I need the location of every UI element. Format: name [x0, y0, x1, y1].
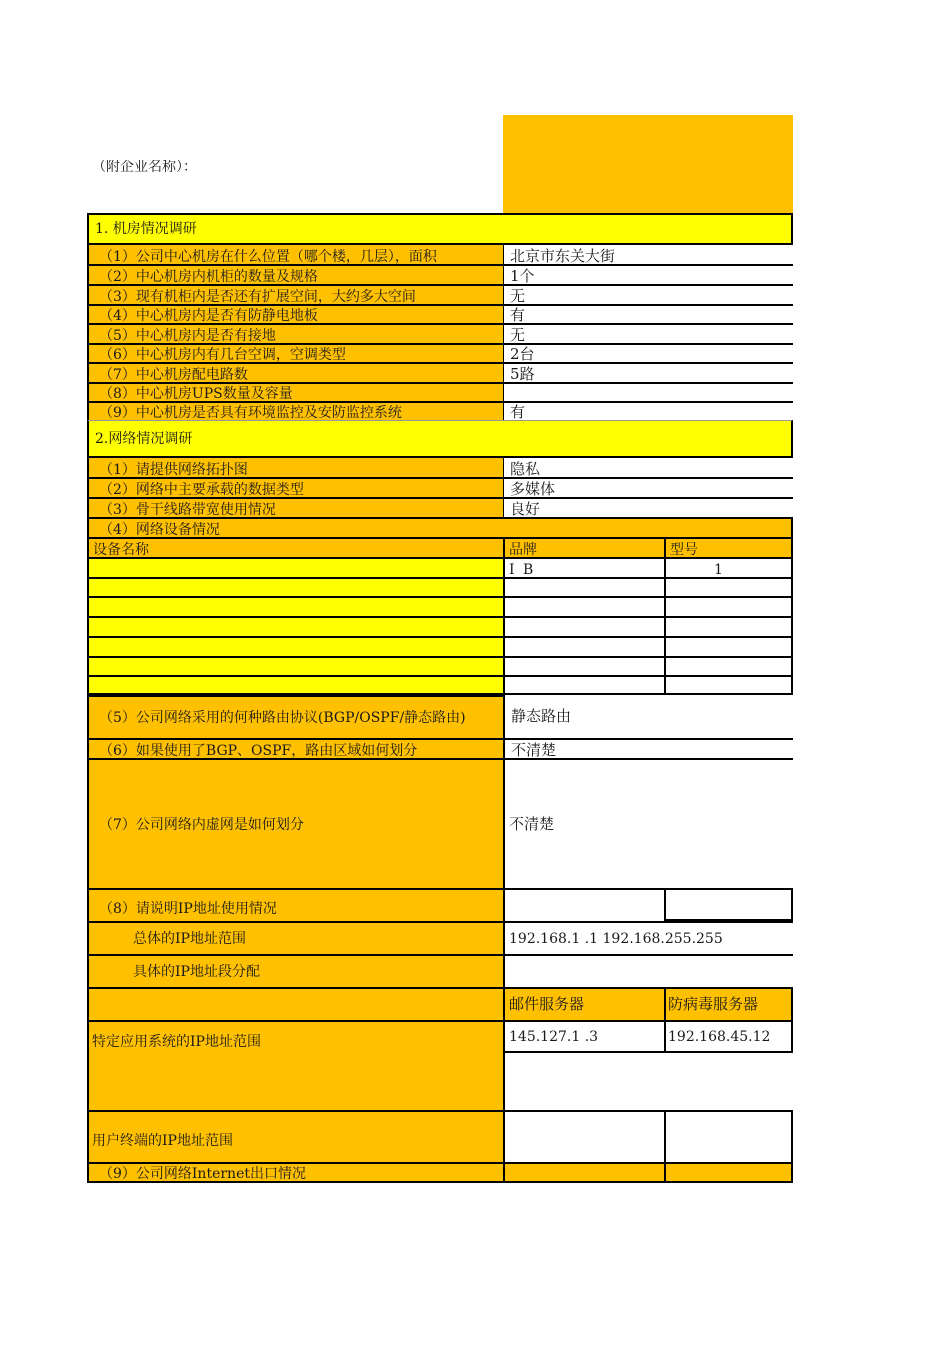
device-brand-cell: [503, 616, 664, 636]
room-question-label: （1）公司中心机房在什么位置（哪个楼，几层），面积: [87, 243, 503, 264]
device-name-cell: [87, 577, 503, 596]
device-brand-cell: [503, 656, 664, 675]
internet-exit-cell-2: [664, 1162, 793, 1183]
mail-server-ip: 145.127.1 .3: [503, 1020, 664, 1053]
mail-server-header: 邮件服务器: [503, 987, 664, 1020]
room-question-label: （4）中心机房内是否有防静电地板: [87, 304, 503, 323]
terminal-ip-label: 用户终端的IP地址范围: [87, 1110, 503, 1163]
device-name-cell: [87, 557, 503, 577]
device-name-cell: [87, 675, 503, 695]
bandwidth-value: 良好: [503, 497, 793, 517]
routing-protocol-value: 静态路由: [503, 695, 793, 738]
data-type-value: 多媒体: [503, 477, 793, 497]
routing-protocol-label: （5）公司网络采用的何种路由协议(BGP/OSPF/静态路由): [87, 695, 503, 738]
device-brand-cell: [503, 577, 664, 596]
routing-area-label: （6）如果使用了BGP、OSPF，路由区域如何划分: [87, 738, 503, 758]
device-name-header: 设备名称: [87, 537, 503, 557]
section-1-title: 1. 机房情况调研: [87, 213, 793, 243]
antivirus-server-header: 防病毒服务器: [664, 987, 793, 1020]
room-question-value: 有: [503, 401, 793, 420]
device-model-cell: [664, 675, 793, 695]
terminal-ip-cell-1: [503, 1110, 664, 1163]
device-model-cell: [664, 636, 793, 656]
network-topology-label: （1）请提供网络拓扑图: [87, 456, 503, 477]
room-question-label: （3）现有机柜内是否还有扩展空间，大约多大空间: [87, 284, 503, 304]
room-question-label: （2）中心机房内机柜的数量及规格: [87, 264, 503, 284]
device-name-cell: [87, 636, 503, 656]
app-ip-label: 特定应用系统的IP地址范围: [87, 1020, 503, 1053]
room-question-value: 有: [503, 304, 793, 323]
device-model-cell: [664, 577, 793, 596]
device-brand-header: 品牌: [503, 537, 664, 557]
device-model-cell: [664, 596, 793, 616]
blank-white-row: [503, 1053, 793, 1111]
devices-label: （4）网络设备情况: [87, 517, 793, 537]
device-name-cell: [87, 596, 503, 616]
section-2-title: 2.网络情况调研: [87, 420, 793, 456]
room-question-value: 2台: [503, 343, 793, 362]
device-name-cell: [87, 656, 503, 675]
room-question-value: 5路: [503, 362, 793, 382]
room-question-label: （6）中心机房内有几台空调，空调类型: [87, 343, 503, 362]
room-question-value: 无: [503, 323, 793, 343]
room-question-value: 无: [503, 284, 793, 304]
ip-segment-value: [503, 954, 793, 987]
ip-usage-cell-1: [503, 888, 664, 921]
ip-total-label: 总体的IP地址范围: [87, 921, 503, 954]
company-name-label: （附企业名称）：: [92, 160, 197, 174]
device-model-header: 型号: [664, 537, 793, 557]
device-name-cell: [87, 616, 503, 636]
device-model-cell: [664, 656, 793, 675]
ip-usage-cell-2: [664, 888, 793, 921]
vlan-value: 不清楚: [503, 758, 793, 889]
ip-total-value: 192.168.1 .1 192.168.255.255: [503, 921, 793, 954]
antivirus-server-ip: 192.168.45.12: [664, 1020, 793, 1053]
device-brand-cell: [503, 596, 664, 616]
bandwidth-label: （3）骨干线路带宽使用情况: [87, 497, 503, 517]
device-brand-cell: [503, 675, 664, 695]
vlan-label: （7）公司网络内虚网是如何划分: [87, 758, 503, 889]
device-brand-cell: I B: [503, 557, 664, 577]
device-model-cell: 1: [664, 557, 793, 577]
ip-usage-label: （8）请说明IP地址使用情况: [87, 888, 503, 921]
room-question-value: 北京市东关大街: [503, 243, 793, 264]
room-question-label: （8）中心机房UPS数量及容量: [87, 382, 503, 401]
data-type-label: （2）网络中主要承载的数据类型: [87, 477, 503, 497]
internet-exit-cell-1: [503, 1162, 664, 1183]
internet-exit-label: （9）公司网络Internet出口情况: [87, 1162, 503, 1183]
terminal-ip-cell-2: [664, 1110, 793, 1163]
routing-area-value: 不清楚: [503, 738, 793, 758]
room-question-label: （5）中心机房内是否有接地: [87, 323, 503, 343]
app-header-blank: [87, 987, 503, 1020]
room-question-label: （9）中心机房是否具有环境监控及安防监控系统: [87, 401, 503, 420]
logo-placeholder: [503, 115, 793, 213]
device-brand-cell: [503, 636, 664, 656]
room-question-value: [503, 382, 793, 401]
ip-segment-label: 具体的IP地址段分配: [87, 954, 503, 987]
room-question-label: （7）中心机房配电路数: [87, 362, 503, 382]
blank-orange-row: [87, 1053, 503, 1111]
room-question-value: 1个: [503, 264, 793, 284]
device-model-cell: [664, 616, 793, 636]
network-topology-value: 隐私: [503, 456, 793, 477]
